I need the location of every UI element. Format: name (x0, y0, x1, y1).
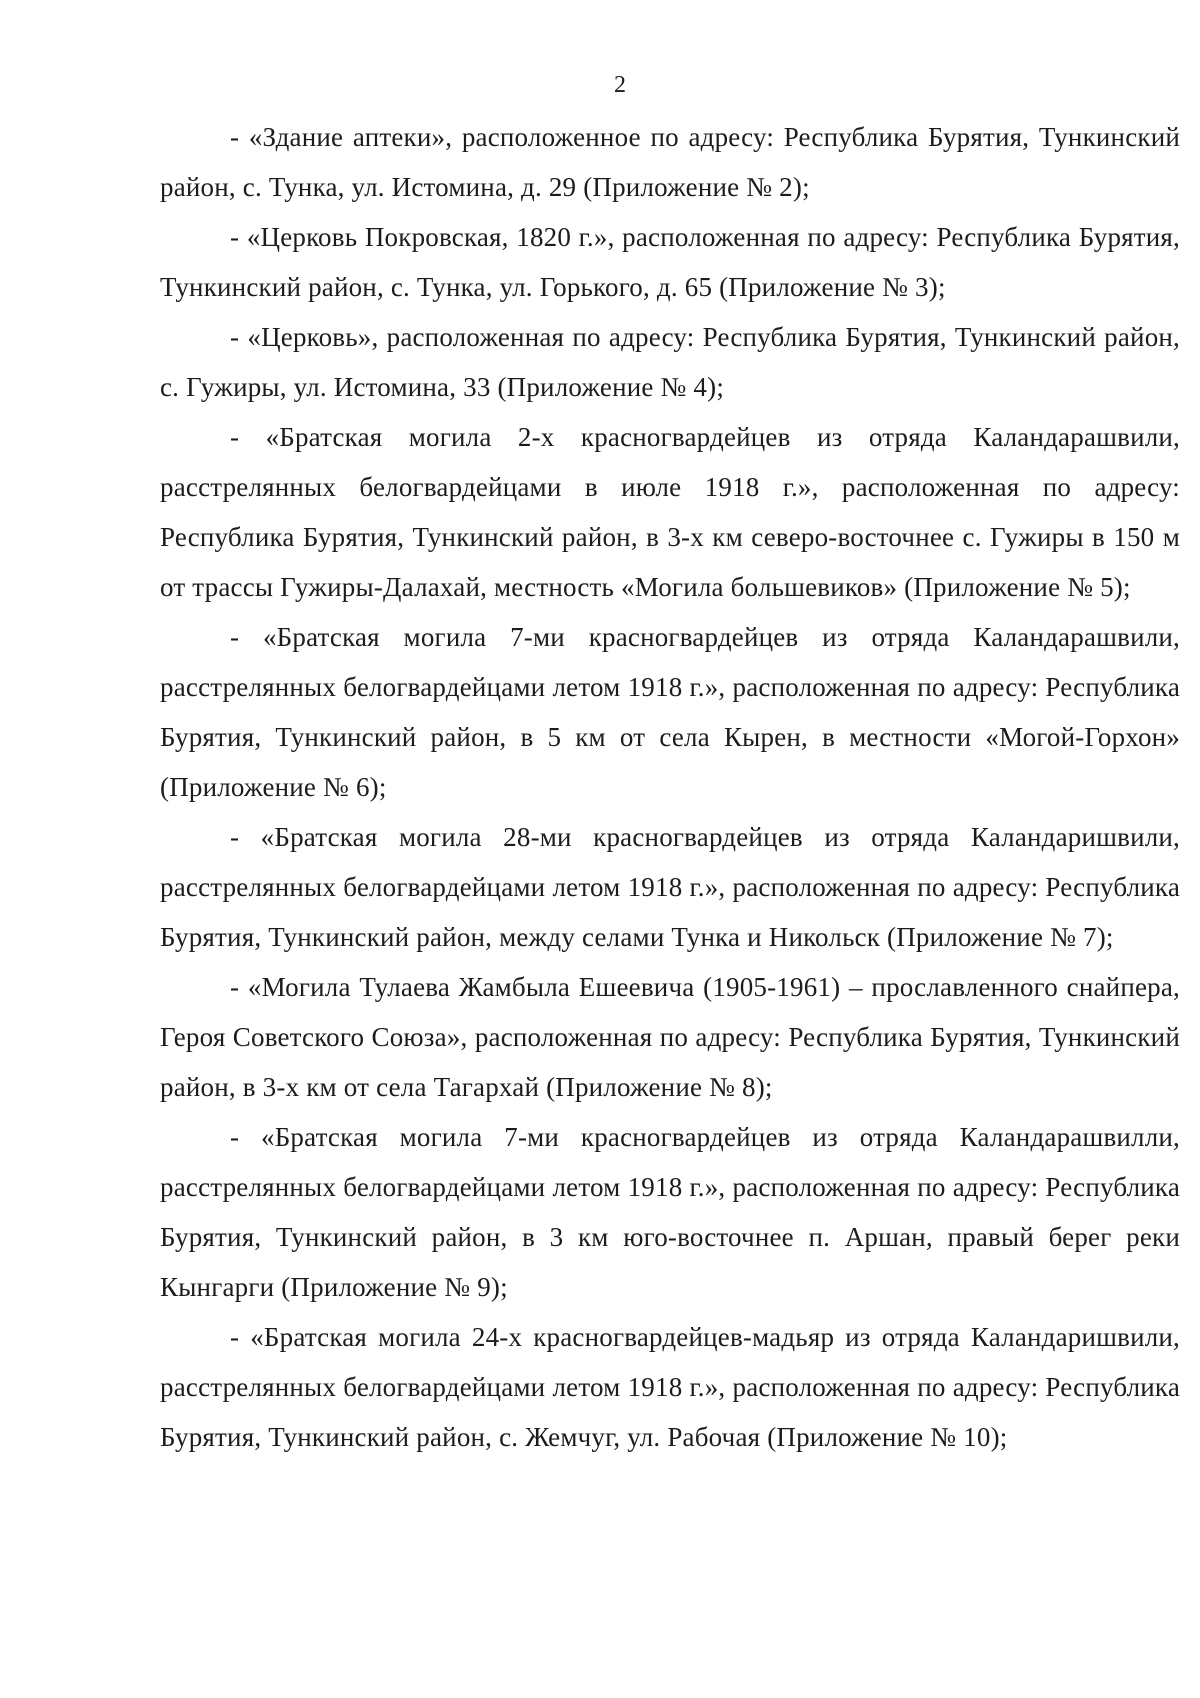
list-item-9: - «Братская могила 24-х красногвардейцев-мадьяр из отряда Каландаришвили, расстрелянных белогвардейцами летом 1918 г.», расположенная по адресу: Республика Бурятия, Тункинский район, с. Жемчуг, ул. Рабочая (Приложение № 10); (160, 1322, 1180, 1452)
page-number: 2 (614, 72, 626, 98)
list-item-1: - «Здание аптеки», расположенное по адресу: Республика Бурятия, Тункинский район, с. Тунка, ул. Истомина, д. 29 (Приложение № 2); (160, 122, 1180, 202)
document-body (160, 112, 1180, 1462)
list-item-4: - «Братская могила 2-х красногвардейцев из отряда Каландарашвили, расстрелянных белогвардейцами в июле 1918 г.», расположенная по адресу: Республика Бурятия, Тункинский район, в 3-х км северо-восточнее с. Гужиры в 150 м от трассы Гужиры-Далахай, местность «Могила большевиков» (Приложение № 5); (160, 422, 1180, 602)
list-item-7: - «Могила Тулаева Жамбыла Ешеевича (1905-1961) – прославленного снайпера, Героя Советского Союза», расположенная по адресу: Республика Бурятия, Тункинский район, в 3-х км от села Тагархай (Приложение № 8); (160, 972, 1180, 1102)
list-item-2: - «Церковь Покровская, 1820 г.», расположенная по адресу: Республика Бурятия, Тункинский район, с. Тунка, ул. Горького, д. 65 (Приложение № 3); (160, 222, 1180, 302)
list-item-3: - «Церковь», расположенная по адресу: Республика Бурятия, Тункинский район, с. Гужиры, ул. Истомина, 33 (Приложение № 4); (160, 322, 1180, 402)
list-item-8: - «Братская могила 7-ми красногвардейцев из отряда Каландарашвилли, расстрелянных белогвардейцами летом 1918 г.», расположенная по адресу: Республика Бурятия, Тункинский район, в 3 км юго-восточнее п. Аршан, правый берег реки Кынгарги (Приложение № 9); (160, 1122, 1180, 1302)
list-item-5: - «Братская могила 7-ми красногвардейцев из отряда Каландарашвили, расстрелянных белогвардейцами летом 1918 г.», расположенная по адресу: Республика Бурятия, Тункинский район, в 5 км от села Кырен, в местности «Могой-Горхон» (Приложение № 6); (160, 622, 1180, 802)
list-item-6: - «Братская могила 28-ми красногвардейцев из отряда Каландаришвили, расстрелянных белогвардейцами летом 1918 г.», расположенная по адресу: Республика Бурятия, Тункинский район, между селами Тунка и Никольск (Приложение № 7); (160, 822, 1180, 952)
